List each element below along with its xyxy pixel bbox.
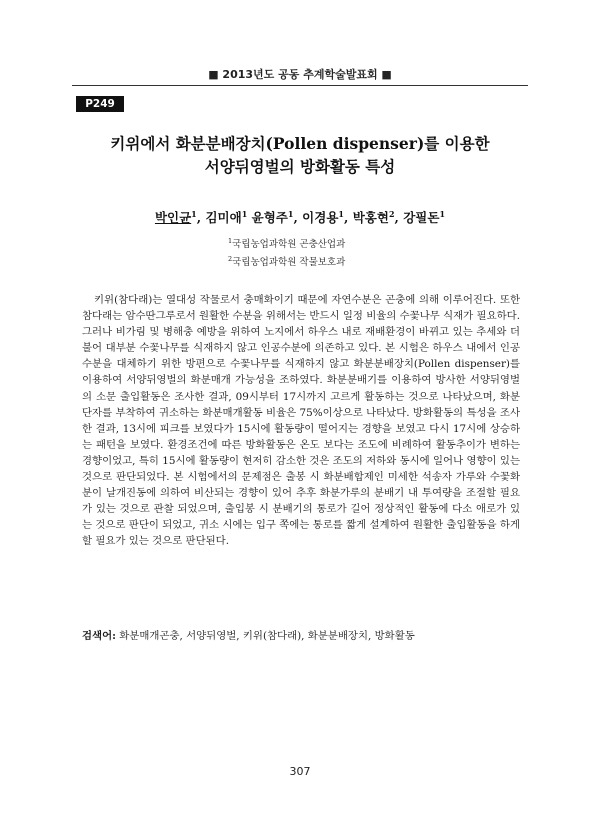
affiliation: $^2$국립농업과학원 작물보호과 xyxy=(228,255,346,269)
header-divider xyxy=(72,85,528,86)
author: 윤형주$^1$, xyxy=(251,208,303,225)
title-line-1: 키위에서 화분분배장치(Pollen dispenser)를 이용한 xyxy=(110,134,490,153)
page-number: 307 xyxy=(289,765,311,778)
author-list xyxy=(72,208,528,226)
paper-title xyxy=(72,132,528,178)
keywords xyxy=(82,628,522,644)
affiliation: $^1$국립농업과학원 곤충산업과 xyxy=(228,237,346,251)
keywords-label: 검색어: xyxy=(82,630,116,642)
running-header: ■ 2013년도 공동 추계학술발표회 ■ xyxy=(208,68,392,81)
author: 김미애$^1$ xyxy=(205,208,248,225)
abstract-body: 키위(참다래)는 열대성 작물로서 충매화이기 때문에 자연수분은 곤충에 의해 이루어진다. 또한 참다래는 암수딴그루로서 원활한 수분을 위해서는 반드시 일정 비율의 수꽃나무 식재가 필요하다. 그러나 비가림 및 병해충 예방을 위하여 노지에서 하우스 내로 재배환경이 바뀌고 있는 추세와 더불어 대부분 수꽃나무를 식재하지 않고 인공수분에 의존하고 있다. 본 시험은 하우스 내에서 인공수분을 대체하기 위한 방편으로 수꽃나무를 식재하지 않고 화분분배장치(Pollen dispenser)를 이용하여 서양뒤영벌의 화분매개 가능성을 조하였다. 화분분배기를 이용하여 방사한 서양뒤영벌의 소문 출입활동은 조사한 결과, 09시부터 17시까지 고르게 활동하는 것으로 나타났으며, 화분단자를 부착하여 귀소하는 화분매개활동 비율은 75%이상으로 나타났다. 방화활동의 특성을 조사한 결과, 13시에 피크를 보였다가 15시에 활동량이 떨어지는 경향을 보였고 다시 17시에 상승하는 패턴을 보였다. 환경조건에 따른 방화활동은 온도 보다는 조도에 비례하여 활동추이가 변하는 경향이었고, 특히 15시에 활동량이 현저히 감소한 것은 조도의 저하와 동시에 일어나 영향이 있는 것으로 판단되었다. 본 시험에서의 문제점은 출봉 시 화분배합제인 미세한 석송자 가루와 수꽃화분이 날개진동에 의하여 비산되는 경향이 있어 추후 화분가루의 분배기 내 투여량을 조절할 필요가 있는 것으로 관찰 되었으며, 출입봉 시 분배기의 통로가 길어 정상적인 활동에 다소 애로가 있는 것으로 판단이 되었고, 귀소 시에는 입구 쪽에는 통로를 짧게 설계하여 원활한 출입활동을 하게 할 필요가 있는 것으로 판단된다. xyxy=(82,294,520,548)
author: 강필돈$^1$ xyxy=(403,208,446,225)
affiliation-list xyxy=(228,234,345,270)
poster-id-badge: P249 xyxy=(76,96,124,112)
author: 이경용$^1$, xyxy=(302,208,353,225)
author: 박홍현$^2$, xyxy=(352,208,404,225)
title-line-2: 서양뒤영벌의 방화활동 특성 xyxy=(204,157,396,176)
keywords-text: 화분매개곤충, 서양뒤영벌, 키위(참다래), 화분분배장치, 방화활동 xyxy=(119,630,415,642)
author: 박인균$^1$, xyxy=(154,208,206,225)
